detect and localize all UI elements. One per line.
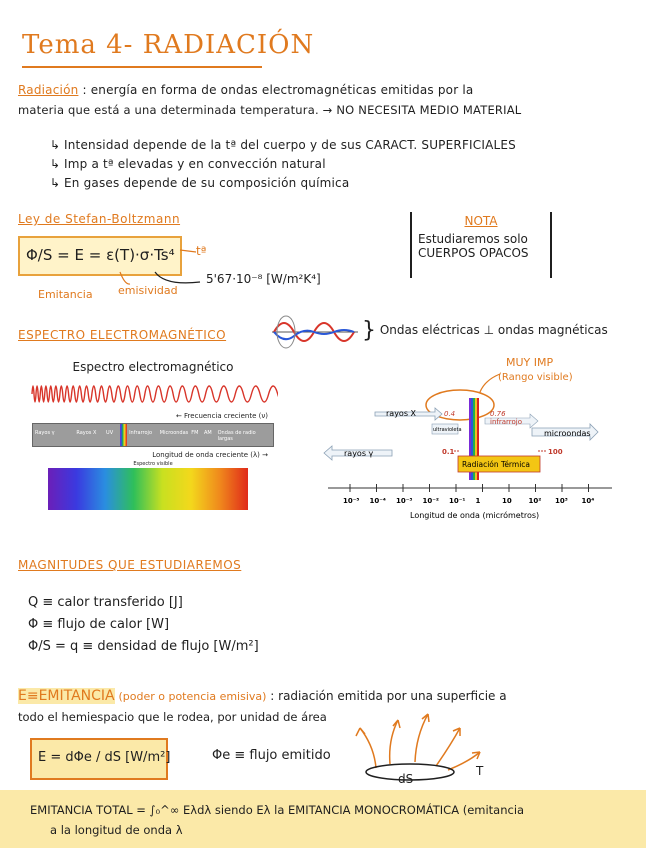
axis-label: Longitud de onda (micrómetros) bbox=[410, 511, 540, 520]
axis-tick-label: 10⁻⁵ bbox=[343, 497, 360, 505]
definition-line2: materia que está a una determinada temperatura. → NO NECESITA MEDIO MATERIAL bbox=[18, 103, 522, 117]
surface-sketch bbox=[340, 706, 490, 786]
axis-tick-label: 1 bbox=[475, 497, 481, 505]
frequency-wave bbox=[28, 374, 278, 414]
axis-tick-label: 10 bbox=[502, 497, 512, 505]
band-label: Rayos γ bbox=[35, 430, 55, 436]
arrow-icon: ↳ bbox=[50, 138, 61, 152]
list-item: ↳ En gases depende de su composición química bbox=[50, 174, 516, 193]
wave-side-note: } Ondas eléctricas ⊥ ondas magnéticas bbox=[362, 318, 608, 343]
stefan-formula: Φ/S = E = ε(T)·σ·Ts⁴ bbox=[26, 246, 175, 264]
visible-label: Espectro visible bbox=[133, 461, 173, 467]
emitancia-formula: E = dΦe / dS [W/m²] bbox=[38, 750, 171, 765]
axis-ticks bbox=[343, 484, 594, 505]
em-wave-illustration bbox=[270, 312, 360, 352]
spectrum-image bbox=[28, 358, 278, 528]
stefan-sigma-value: 5'67·10⁻⁸ [W/m²K⁴] bbox=[206, 272, 321, 286]
nota-heading: NOTA bbox=[464, 214, 498, 228]
band-label: Rayos X bbox=[76, 430, 97, 436]
axis-tick-label: 10⁻¹ bbox=[449, 497, 466, 505]
radiacion-termica-label: Radiación Térmica bbox=[462, 460, 530, 469]
axis-tick-label: 10² bbox=[528, 497, 542, 505]
v04-label: 0.4 bbox=[444, 410, 456, 418]
emitancia-paren: (poder o potencia emisiva) bbox=[118, 690, 267, 703]
list-item: Q ≡ calor transferido [J] bbox=[28, 595, 183, 610]
arrow-icon: ↳ bbox=[50, 176, 61, 190]
band-label: Infrarrojo bbox=[129, 430, 153, 436]
band-label: Ondas de radio largas bbox=[217, 430, 256, 442]
axis-tick-label: 10⁴ bbox=[581, 497, 595, 505]
total-line1: EMITANCIA TOTAL = ∫₀^∞ Eλdλ siendo Eλ la EMITANCIA MONOCROMÁTICA (emitancia bbox=[30, 803, 525, 817]
muy-imp-label: MUY IMP bbox=[506, 356, 554, 369]
ds-label: dS bbox=[398, 772, 414, 786]
emitancia-line1: : radiación emitida por una superficie a bbox=[270, 689, 507, 703]
v100-label: 100 bbox=[548, 448, 563, 456]
rayos-x-label: rayos X bbox=[386, 409, 417, 418]
brace-icon: } bbox=[362, 318, 376, 343]
axis-tick-label: 10⁻³ bbox=[396, 497, 413, 505]
nota-line2: CUERPOS OPACOS bbox=[418, 246, 529, 260]
band-label: AM bbox=[203, 430, 212, 436]
emitancia-formula-box bbox=[30, 738, 171, 780]
v076-label: 0.76 bbox=[490, 410, 506, 418]
magnitudes-list bbox=[28, 592, 259, 658]
list-item: ↳ Intensidad depende de la tª del cuerpo y de sus CARACT. SUPERFICIALES bbox=[50, 136, 516, 155]
arrow-icon: ↳ bbox=[50, 157, 61, 171]
band-label: Microondas bbox=[159, 430, 189, 436]
emitancia-line2: todo el hemiespacio que le rodea, por unidad de área bbox=[18, 710, 327, 724]
list-item: Φ/S = q ≡ densidad de flujo [W/m²] bbox=[28, 639, 259, 654]
list-item: Φ ≡ flujo de calor [W] bbox=[28, 617, 170, 632]
radiacion-term: Radiación bbox=[18, 83, 79, 97]
axis-tick-label: 10⁻⁴ bbox=[369, 497, 387, 505]
emitancia-definition bbox=[18, 686, 638, 727]
infrarrojo-label: infrarrojo bbox=[490, 418, 523, 426]
microondas-label: microondas bbox=[544, 429, 591, 438]
flujo-emitido: Φe ≡ flujo emitido bbox=[212, 748, 331, 763]
visible-spectrum-gradient bbox=[48, 468, 248, 510]
definition-line1: : energía en forma de ondas electromagnéticas emitidas por la bbox=[82, 83, 474, 97]
rango-visible-label: (Rango visible) bbox=[498, 372, 573, 383]
axis-tick-label: 10⁻² bbox=[422, 497, 440, 505]
v01-label: 0.1 bbox=[442, 448, 455, 456]
t-label: T bbox=[476, 764, 484, 778]
list-item: ↳ Imp a tª elevadas y en convección natural bbox=[50, 155, 516, 174]
visible-band bbox=[120, 424, 127, 446]
band-strip bbox=[32, 423, 274, 447]
espectro-heading: ESPECTRO ELECTROMAGNÉTICO bbox=[18, 328, 227, 342]
axis-tick-label: 10³ bbox=[555, 497, 568, 505]
emisividad-label: emisividad bbox=[118, 284, 178, 297]
total-emitancia bbox=[30, 800, 640, 840]
ultravioleta-label: ultravioleta bbox=[433, 427, 462, 433]
spectrum-image-title: Espectro electromagnético bbox=[72, 360, 234, 374]
emitancia-label: Emitancia bbox=[38, 288, 93, 301]
frequency-label: ← Frecuencia creciente (ν) bbox=[175, 412, 268, 420]
nota-box bbox=[410, 212, 552, 278]
spectrum-chart bbox=[320, 350, 620, 525]
rayos-gamma-label: rayos γ bbox=[344, 449, 374, 458]
page-title: Tema 4- RADIACIÓN bbox=[22, 30, 315, 60]
wavelength-label: Longitud de onda creciente (λ) → bbox=[152, 451, 268, 459]
emitancia-term: E≡EMITANCIA bbox=[18, 688, 115, 704]
muy-imp-arrow bbox=[480, 374, 500, 392]
stefan-t-label: tª bbox=[196, 244, 207, 258]
band-label: FM bbox=[191, 430, 199, 436]
nota-line1: Estudiaremos solo bbox=[418, 232, 528, 246]
total-line2: a la longitud de onda λ bbox=[50, 823, 183, 837]
magnitudes-heading: MAGNITUDES QUE ESTUDIAREMOS bbox=[18, 558, 242, 572]
stefan-heading: Ley de Stefan-Boltzmann bbox=[18, 212, 181, 226]
band-label: UV bbox=[106, 430, 114, 436]
